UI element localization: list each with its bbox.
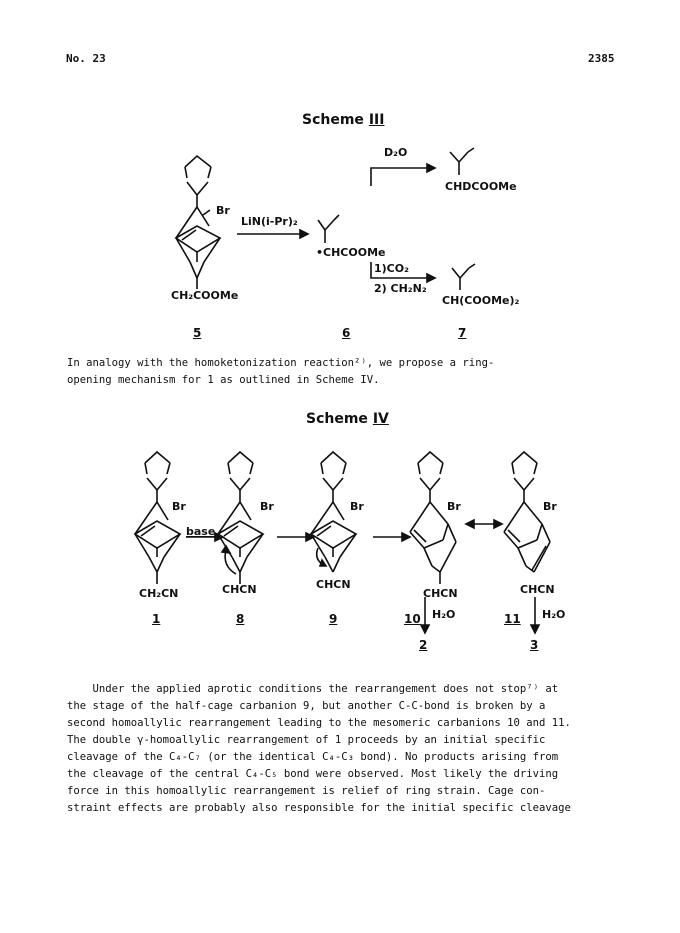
body-line-5: cleavage of the C₄-C₇ (or the identical C₄-C₃ bond). No products arising from: [67, 751, 559, 763]
compound-number-9: 9: [329, 612, 338, 626]
substituent-9: CHCN: [316, 578, 351, 591]
compound-number-11: 11: [504, 612, 521, 626]
product-d-structure: [450, 148, 474, 175]
body-line-6: the cleavage of the central C₄-C₅ bond were observed. Most likely the driving: [67, 768, 559, 780]
reagent-lda: LiN(i-Pr)₂: [241, 215, 298, 228]
reagent-d2o: D₂O: [384, 146, 408, 159]
compound-number-5: 5: [193, 326, 202, 340]
compound-number-1: 1: [152, 612, 161, 626]
compound-10-structure: [410, 452, 456, 584]
compound-number-2: 2: [419, 638, 428, 652]
body-line-7: force in this homoallylic rearrangement is relief of ring strain. Cage con-: [67, 785, 546, 797]
br-label-9: Br: [350, 500, 364, 513]
journal-issue: No. 23: [66, 52, 106, 65]
substituent-8: CHCN: [222, 583, 257, 596]
reagent-co2: 1)CO₂: [374, 262, 409, 275]
scheme-3-title: Scheme III: [302, 112, 385, 128]
compound-number-7: 7: [458, 326, 467, 340]
br-label-10: Br: [447, 500, 461, 513]
water-label-10: H₂O: [432, 608, 456, 621]
body-line-8: straint effects are probably also responsible for the initial specific cleavage: [67, 802, 571, 814]
carbanion-label: •CHCOOMe: [316, 246, 386, 259]
compound-8-structure: [218, 452, 263, 584]
base-label: base: [186, 525, 216, 538]
body-line-2: the stage of the half-cage carbanion 9, but another C-C-bond is broken by a: [67, 700, 546, 712]
compound-1-structure: [135, 452, 180, 584]
reagent-ch2n2: 2) CH₂N₂: [374, 282, 427, 295]
scheme-4-title: Scheme IV: [306, 411, 389, 427]
br-label-11: Br: [543, 500, 557, 513]
compound-number-8: 8: [236, 612, 245, 626]
product-diester: CH(COOMe)₂: [442, 294, 520, 307]
substituent-11: CHCN: [520, 583, 555, 596]
compound-6-structure: [318, 215, 339, 243]
br-label-8: Br: [260, 500, 274, 513]
page-number: 2385: [588, 52, 615, 65]
body-line-4: The double γ-homoallylic rearrangement of 1 proceeds by an initial specific: [67, 734, 546, 746]
product-chdcoome: CHDCOOMe: [445, 180, 517, 193]
water-label-11: H₂O: [542, 608, 566, 621]
intro-line-2: opening mechanism for 1 as outlined in Scheme IV.: [67, 374, 380, 386]
substituent-1: CH₂CN: [139, 587, 179, 600]
intro-line-1: In analogy with the homoketonization reaction²⁾, we propose a ring-: [67, 357, 495, 369]
compound-7-structure: [452, 264, 475, 290]
compound-number-3: 3: [530, 638, 539, 652]
compound-5-structure: [176, 156, 220, 289]
br-label: Br: [216, 204, 230, 217]
compound-number-10: 10: [404, 612, 421, 626]
body-line-1: Under the applied aprotic conditions the rearrangement does not stop⁷⁾ at: [67, 683, 559, 695]
br-label-1: Br: [172, 500, 186, 513]
substituent-ch2coome: CH₂COOMe: [171, 289, 239, 302]
substituent-10: CHCN: [423, 587, 458, 600]
compound-number-6: 6: [342, 326, 351, 340]
body-line-3: second homoallylic rearrangement leading to the mesomeric carbanions 10 and 11.: [67, 717, 571, 729]
